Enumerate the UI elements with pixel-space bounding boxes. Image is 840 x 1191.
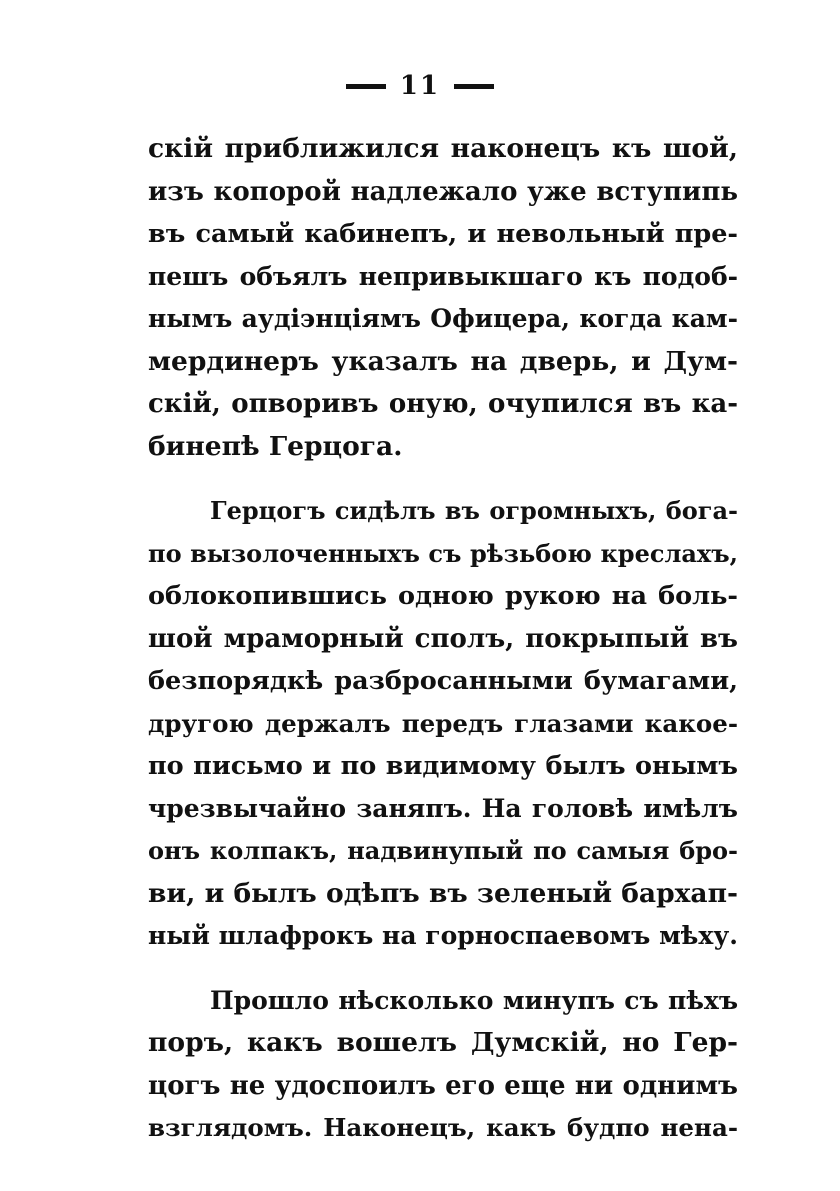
text-line: Прошло нѣсколько минупъ съ пѣхъ xyxy=(210,985,738,1015)
text-line: облокопившись одною рукою на боль- xyxy=(148,581,738,611)
text-line: скій приближился наконецъ къ шой, xyxy=(148,133,738,164)
text-line: изъ копорой надлежало уже вступипь xyxy=(148,176,738,207)
body-text xyxy=(148,128,738,1150)
text-line: поръ, какъ вошелъ Думскій, но Гер- xyxy=(148,1027,738,1058)
text-line: по вызолоченныхъ съ рѣзьбою креслахъ, xyxy=(148,538,738,568)
text-line: бинепѣ Герцога. xyxy=(148,430,403,462)
text-line: по письмо и по видимому былъ онымъ xyxy=(148,751,738,781)
text-line: чрезвычайно заняпъ. На головѣ имѣлъ xyxy=(148,793,738,823)
text-line: ви, и былъ одѣпъ въ зеленый бархап- xyxy=(148,877,738,909)
right-dash xyxy=(454,84,494,89)
text-line: скій, опворивъ оную, очупился въ ка- xyxy=(148,389,738,419)
page-number: 11 xyxy=(399,71,441,101)
page-number-header xyxy=(0,70,840,101)
text-line: цогъ не удоспоилъ его еще ни однимъ xyxy=(148,1070,738,1101)
text-line: ный шлафрокъ на горноспаевомъ мѣху. xyxy=(148,921,738,950)
text-line: онъ колпакъ, надвинупый по самыя бро- xyxy=(148,836,738,865)
text-line: пешъ объялъ непривыкшаго къ подоб- xyxy=(148,261,738,291)
text-line: въ самый кабинепъ, и невольный пре- xyxy=(148,219,738,249)
left-dash xyxy=(346,84,386,89)
text-line: нымъ аудіэнціямъ Офицера, когда кам- xyxy=(148,304,738,333)
text-line: шой мраморный сполъ, покрыпый въ xyxy=(148,623,738,654)
text-line: взглядомъ. Наконецъ, какъ будпо нена- xyxy=(148,1113,738,1142)
text-line: Герцогъ сидѣлъ въ огромныхъ, бога- xyxy=(210,496,738,525)
text-line: безпорядкѣ разбросанными бумагами, xyxy=(148,666,738,696)
text-line: мердинеръ указалъ на дверь, и Дум- xyxy=(148,345,738,377)
text-line: другою держалъ передъ глазами какое- xyxy=(148,708,738,738)
